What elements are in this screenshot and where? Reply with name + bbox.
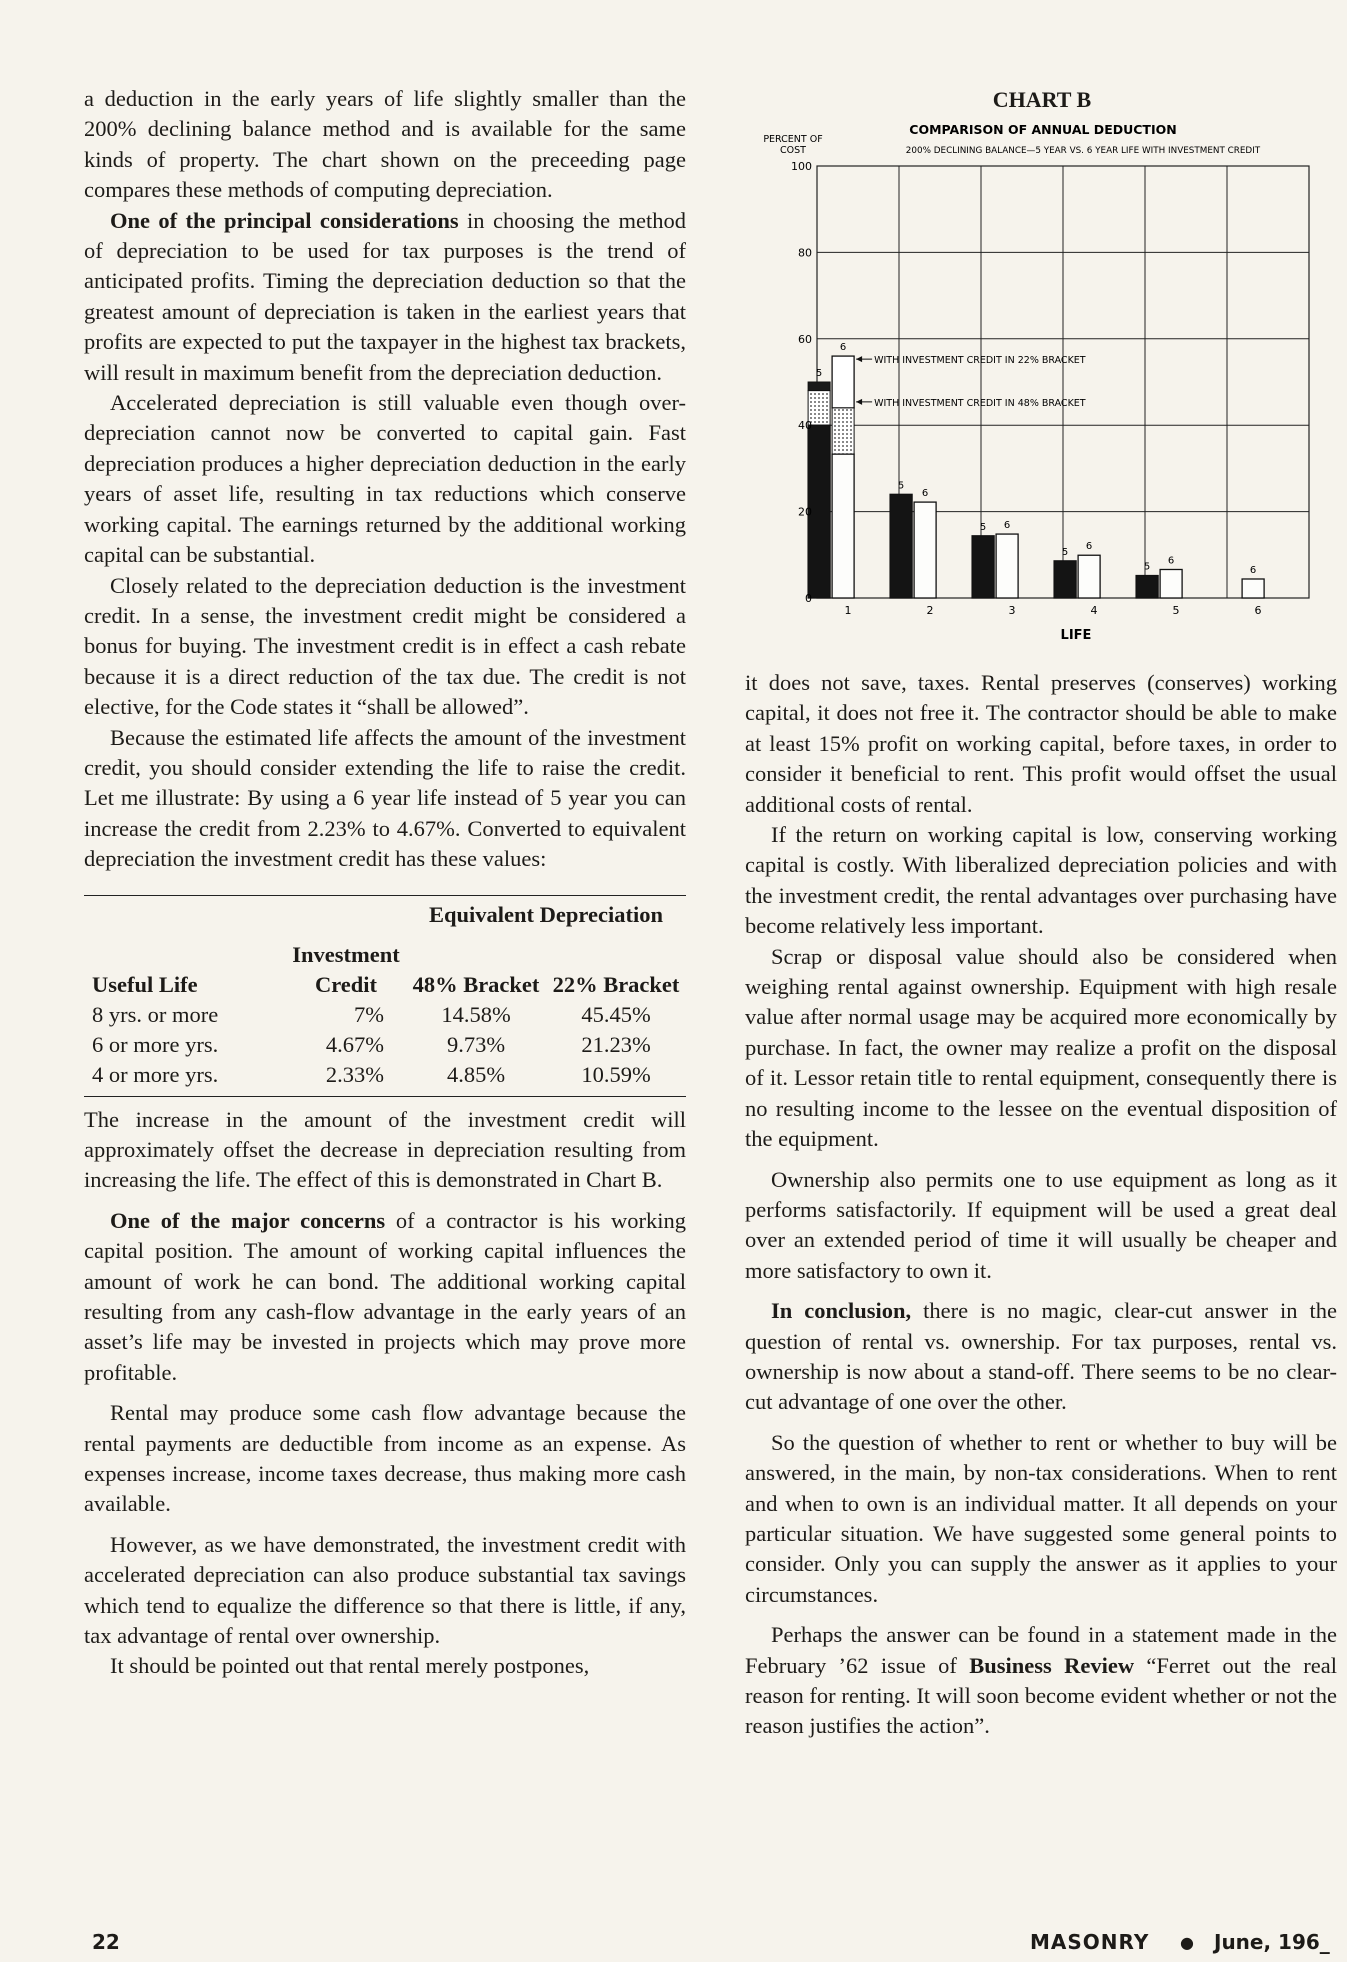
bar-series-label: 5 [815,368,823,379]
table-cell: 6 or more yrs. [92,1031,219,1057]
x-axis-label: LIFE [1060,628,1092,643]
bar-series-label: 6 [921,488,929,500]
col-header-useful-life: Useful Life [92,971,198,997]
x-tick-label: 4 [1090,604,1098,617]
bar-6-year [832,454,854,598]
chart-svg [745,84,1339,644]
table-cell: 4.85% [446,1061,506,1087]
y-tick-label: 0 [805,592,812,605]
y-axis-label: COST [780,145,806,156]
paragraph-text: “Ferret out the real reason for renting. It will soon become evident whether or not the reason justifies the action”. [745,1652,1338,1739]
bar-5-year [972,536,994,598]
annotation-label: WITH INVESTMENT CREDIT IN 48% BRACKET [874,397,1086,409]
bar-series-label: 6 [1167,555,1175,567]
col-header-22-bracket: 22% Bracket [552,971,680,997]
run-in-heading: In conclusion, [771,1298,912,1324]
table-row [84,1060,686,1090]
table-row [84,1000,686,1030]
table-cell: 7% [354,1001,384,1027]
y-tick-label: 100 [791,160,812,173]
bar-6-year [914,502,936,598]
table-group-header: Equivalent Depreciation [429,901,663,927]
annotation-arrowhead [856,356,862,362]
bar-5-year [1054,561,1076,598]
bar-series-label: 5 [1143,561,1151,573]
publication-name: Business Review [969,1652,1135,1678]
paragraph-text: Perhaps the answer can be found in a statement made in the February ’62 issue of [745,1622,1337,1678]
paragraph-text: in choosing the method of depreciation to be used for tax purposes is the trend of anticipated profits. Timing the depreciation deduction so that the greatest amount of depreciation is taken in the earliest years that profits are expected to put the taxpayer in the highest tax brackets, will result in maximum benefit from the depreciation deduction. [84,207,686,385]
paragraph: Accelerated depreciation is still valuable even though over-depreciation cannot now be converted to capital gain. Fast depreciation produces a higher depreciation deduction in the early years of asset life, resulting in tax reductions which conserve working capital. The earnings returned by the additional working capital can be substantial. [84,390,686,568]
table-bottom-rule [84,1096,686,1097]
paragraph-text: of a contractor is his working capital position. The amount of working capital influences the amount of work he can bond. The additional working capital resulting from any cash-flow advantage in the early years of an asset’s life may be invested in projects which may prove more profitable. [84,1207,687,1385]
table-cell: 21.23% [581,1031,651,1057]
x-tick-label: 2 [926,604,934,617]
right-column [745,668,1337,1742]
paragraph: Closely related to the depreciation deduction is the investment credit. In a sense, the investment credit might be considered a bonus for buying. The investment credit is in effect a cash rebate because it is a direct reduction of the tax due. The credit is not elective, for the Code states it “shall be allowed”. [84,572,686,720]
paragraph [745,1620,1337,1742]
y-tick-label: 80 [798,246,812,260]
paragraph: However, as we have demonstrated, the investment credit with accelerated depreciation can also produce substantial tax savings which tend to equalize the difference so that there is little, if any, tax advantage of rental over ownership. [84,1531,686,1649]
paragraph: So the question of whether to rent or whether to buy will be answered, in the main, by non-tax considerations. When to rent and when to own is an individual matter. It all depends on your particular situation. We have suggested some general points to consider. Only you can supply the answer as it applies to your circumstances. [745,1429,1337,1607]
footer-date: June, 196_ [1214,1930,1330,1954]
bar-6-year [1160,569,1182,598]
bar-6-year [1242,579,1264,598]
annotation-arrowhead [856,399,862,405]
paragraph: Rental may produce some cash flow advantage because the rental payments are deductible from income as an expense. As expenses increase, income taxes decrease, thus making more cash available. [84,1400,686,1517]
bar-6-year [1078,555,1100,598]
chart-subtitle: COMPARISON OF ANNUAL DEDUCTION [909,122,1177,137]
table-cell: 4.67% [325,1031,384,1057]
col-header-48-bracket: 48% Bracket [412,971,540,997]
y-tick-label: 20 [798,505,812,519]
x-tick-label: 1 [844,604,852,617]
chart-title: CHART B [992,87,1092,112]
table-cell: 10.59% [581,1061,651,1087]
paragraph [84,1206,686,1388]
table-cell: 8 yrs. or more [92,1001,219,1027]
chart-subtitle-2: 200% DECLINING BALANCE—5 YEAR VS. 6 YEAR LIFE WITH INVESTMENT CREDIT [905,146,1261,156]
bar-series-label: 5 [979,521,987,533]
x-tick-label: 6 [1254,604,1262,617]
x-tick-label: 5 [1172,604,1180,617]
run-in-heading: One of the principal considerations [110,207,459,233]
annotation-label: WITH INVESTMENT CREDIT IN 22% BRACKET [874,355,1086,367]
run-in-heading: One of the major concerns [110,1207,386,1233]
footer-bullet: ● [1180,1933,1194,1952]
paragraph: Ownership also permits one to use equipment as long as it performs satisfactorily. If equipment will be used a great deal over an extended period of time it will usually be cheaper and more satisfactory to own it. [745,1166,1337,1283]
table-top-rule [84,895,686,896]
paragraph: Because the estimated life affects the amount of the investment credit, you should consider extending the life to raise the credit. Let me illustrate: By using a 6 year life instead of 5 year you can increase the credit from 2.23% to 4.67%. Converted to equivalent depreciation the investment credit has these values: [84,724,686,872]
paragraph [745,1296,1337,1418]
x-tick-label: 3 [1008,604,1016,617]
bar-series-label: 6 [1003,520,1011,532]
bar-series-label: 6 [1085,541,1093,553]
table-cell: 14.58% [441,1001,511,1027]
paragraph: Scrap or disposal value should also be considered when weighing rental against ownership. Equipment with high resale value after normal usage may be acquired more economically by purchase. In fact, the owner may realize a profit on the disposal of it. Lessor retain title to rental equipment, consequently there is no resulting income to the lessee on the eventual disposition of the equipment. [745,943,1337,1152]
chart-b [745,84,1339,644]
bar-series-label: 6 [839,342,847,354]
bar-series-label: 5 [1061,546,1069,558]
paragraph-text: there is no magic, clear-cut answer in the question of rental vs. ownership. For tax purposes, rental vs. ownership is now about a stand-off. There seems to be no clear-cut advantage of one over the other. [745,1298,1337,1415]
paragraph: it does not save, taxes. Rental preserves (conserves) working capital, it does not free it. The contractor should be able to make at least 15% profit on working capital, before taxes, in order to consider it beneficial to rent. This profit would offset the usual additional costs of rental. [745,670,1337,817]
bar-5-year [890,494,912,598]
paragraph: If the return on working capital is low, conserving working capital is costly. With liberalized depreciation policies and with the investment credit, the rental advantages over purchasing have become relatively less important. [745,822,1337,939]
table-cell: 45.45% [581,1001,651,1027]
equivalent-depreciation-table [84,900,686,1090]
paragraph: The increase in the amount of the investment credit will approximately offset the decrease in depreciation resulting from increasing the life. The effect of this is demonstrated in Chart B. [84,1106,686,1193]
bar-credit-22 [832,356,854,408]
bar-series-label: 6 [1249,564,1257,576]
y-tick-label: 60 [798,332,812,346]
table-cell: 2.33% [325,1061,384,1087]
left-column [84,84,686,1682]
table-cell: 9.73% [446,1031,506,1057]
table-row [84,1030,686,1060]
paragraph [84,206,686,388]
page-number: 22 [92,1930,120,1954]
y-axis-label: PERCENT OF [763,134,823,145]
bar-credit-22 [808,382,830,391]
bar-series-label: 5 [897,480,905,492]
bar-5-year [1136,576,1158,598]
bar-credit-48 [832,408,854,454]
footer-publication: MASONRY [1030,1930,1150,1954]
col-header-investment-credit: Investment Credit [292,941,400,997]
paragraph: a deduction in the early years of life slightly smaller than the 200% declining balance method and is available for the same kinds of property. The chart shown on the preceeding page compares these methods of computing depreciation. [84,86,686,203]
paragraph: It should be pointed out that rental merely postpones, [110,1653,590,1679]
y-tick-label: 40 [798,419,812,433]
table-cell: 4 or more yrs. [92,1061,219,1087]
bar-6-year [996,534,1018,598]
